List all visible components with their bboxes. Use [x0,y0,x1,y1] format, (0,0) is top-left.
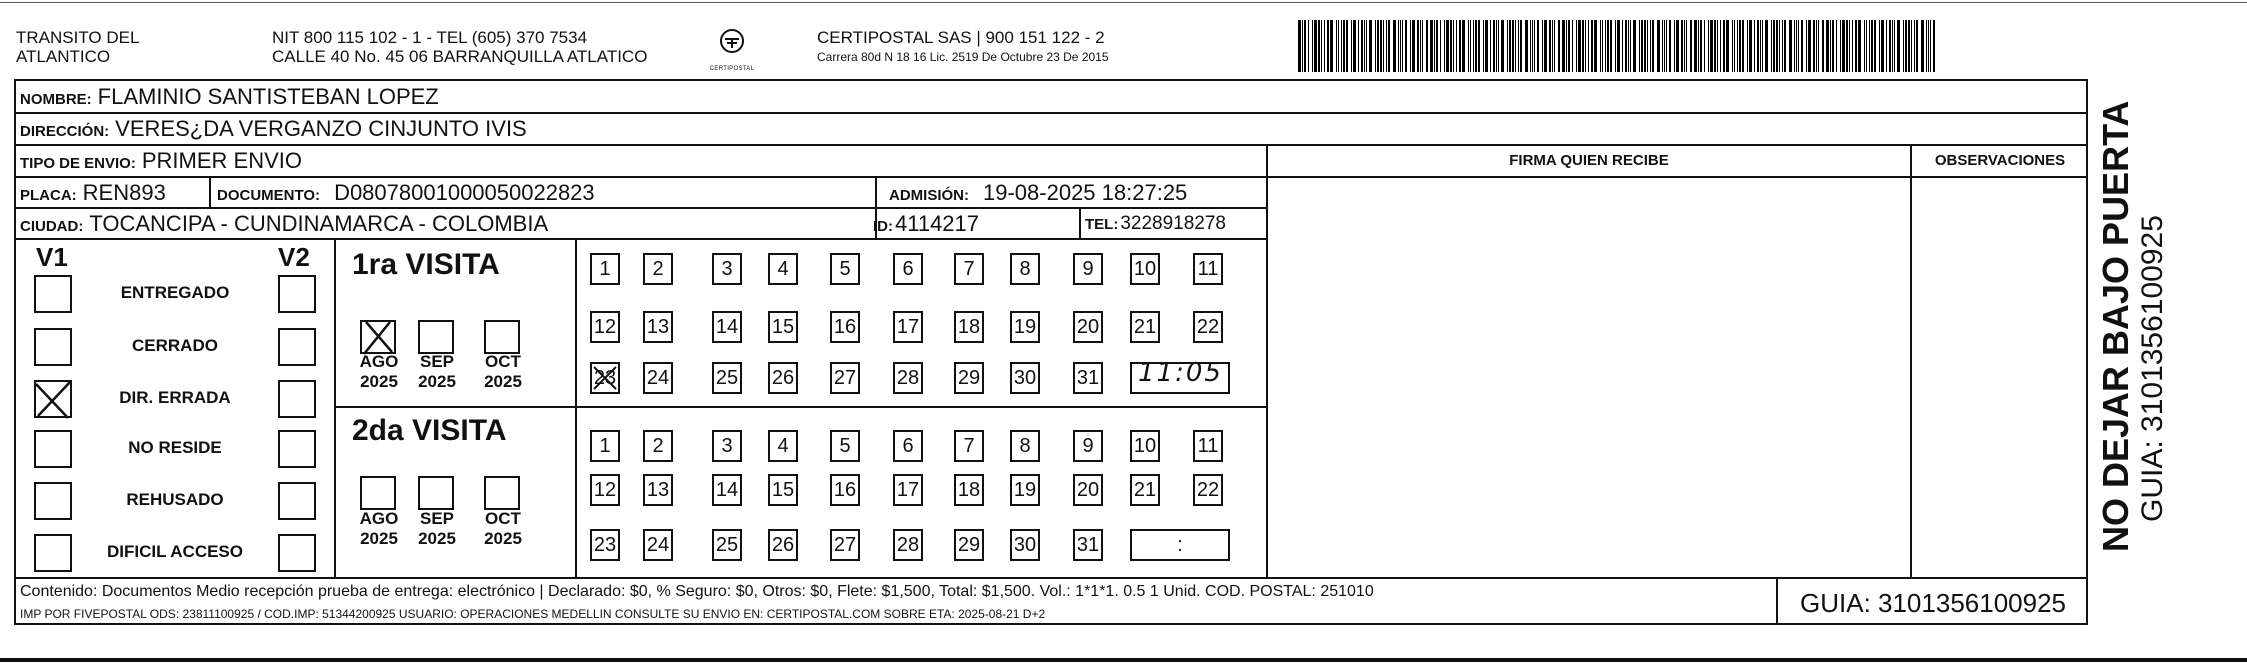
direccion-label: DIRECCIÓN: [20,123,110,140]
day-box[interactable]: 8 [1010,253,1040,285]
no-dejar-warning: NO DEJAR BAJO PUERTA [2095,100,2136,552]
status-label: DIFICIL ACCESO [106,542,243,561]
row-line-3 [14,176,2088,178]
day-box[interactable]: 16 [830,311,860,343]
month-label [354,352,404,392]
day-box[interactable]: 26 [768,362,798,394]
day-box[interactable]: 7 [954,430,984,462]
tipo-envio-label: TIPO DE ENVIO: [20,155,136,172]
month-year: 2025 [484,372,522,391]
tel-value: 3228918278 [1120,213,1226,234]
month-label [412,352,462,392]
admision-value: 19-08-2025 18:27:25 [983,180,1188,205]
ciudad-label: CIUDAD: [20,218,84,235]
tel-cell [1085,213,1226,235]
footer-guia-box: GUIA: 3101356100925 [1800,588,2066,618]
month-checkbox[interactable] [360,476,396,510]
month-name: OCT [485,352,521,371]
side-text [2096,0,2176,552]
row-line-2 [14,144,2088,146]
day-box[interactable]: 12 [590,474,620,506]
month-year: 2025 [418,372,456,391]
day-box[interactable]: 5 [830,430,860,462]
day-box[interactable]: 18 [954,474,984,506]
day-box[interactable]: 7 [954,253,984,285]
day-box[interactable]: 29 [954,362,984,394]
month-name: AGO [359,509,399,528]
side-guia: GUIA: 3101356100925 [2136,215,2169,522]
month-checkbox[interactable] [484,320,520,354]
address-line: CALLE 40 No. 45 06 BARRANQUILLA ATLATICO [272,47,648,66]
day-box[interactable]: 30 [1010,362,1040,394]
direccion-value: VERES¿DA VERGANZO CINJUNTO IVIS [115,116,527,141]
day-box[interactable]: 13 [643,474,673,506]
v1-checkbox[interactable] [34,328,72,366]
day-box[interactable]: 20 [1073,474,1103,506]
v2-checkbox[interactable] [278,430,316,468]
day-box[interactable]: 11 [1193,253,1223,285]
footer-imp-line: IMP POR FIVEPOSTAL ODS: 23811100925 / COD.IMP: 51344200925 USUARIO: OPERACIONES MEDELLIN CONSULTE SU ENVIO EN: CERTIPOSTAL.COM SOBRE ETA: 2025-08-21 D+2 [20,607,1046,621]
courier-info [817,28,1109,64]
time-box[interactable]: : [1130,529,1230,561]
day-box[interactable]: 15 [768,311,798,343]
day-box[interactable]: 29 [954,529,984,561]
month-label [354,509,404,549]
day-box[interactable]: 28 [893,362,923,394]
placa-cell [20,180,166,206]
status-label: DIR. ERRADA [119,388,231,407]
month-year: 2025 [360,529,398,548]
ciudad-cell [20,211,548,237]
day-box[interactable]: 8 [1010,430,1040,462]
day-box[interactable]: 15 [768,474,798,506]
day-box[interactable]: 24 [643,362,673,394]
id-tel-divider [1079,207,1081,239]
day-box[interactable]: 1 [590,430,620,462]
day-box[interactable]: 25 [712,362,742,394]
certipostal-logo [708,27,756,72]
day-box[interactable]: 23 [590,362,620,394]
status-label: ENTREGADO [120,283,230,302]
day-box[interactable]: 19 [1010,474,1040,506]
day-box[interactable]: 4 [768,253,798,285]
day-box[interactable]: 3 [712,430,742,462]
v2-checkbox[interactable] [278,534,316,572]
month-label [478,509,528,549]
day-box[interactable]: 21 [1130,474,1160,506]
certipostal-logo-icon [708,27,756,67]
day-box[interactable]: 4 [768,430,798,462]
tipo-envio-value: PRIMER ENVIO [141,148,302,173]
bottom-edge-line [0,658,2247,662]
month-checkbox[interactable] [418,476,454,510]
day-box[interactable]: 17 [893,474,923,506]
day-box[interactable]: 2 [643,430,673,462]
nombre-label: NOMBRE: [20,91,92,108]
courier-line2: Carrera 80d N 18 16 Lic. 2519 De Octubre 23 De 2015 [817,50,1109,64]
day-box[interactable]: 5 [830,253,860,285]
day-box[interactable]: 28 [893,529,923,561]
direccion-row [20,116,527,142]
id-cell [873,211,979,237]
org-name-line2: ATLANTICO [16,47,111,66]
day-box[interactable]: 3 [712,253,742,285]
day-box[interactable]: 10 [1130,253,1160,285]
month-label [412,509,462,549]
documento-cell [217,180,595,206]
month-label [478,352,528,392]
checkmark-x-icon [358,316,398,356]
status-label: REHUSADO [126,490,224,509]
day-box[interactable]: 10 [1130,430,1160,462]
day-box[interactable]: 25 [712,529,742,561]
row-line-1 [14,112,2088,114]
admision-label: ADMISIÓN: [889,187,969,204]
observaciones-header: OBSERVACIONES [1934,152,2066,169]
day-box[interactable]: 12 [590,311,620,343]
month-checkbox[interactable] [484,476,520,510]
day-box[interactable]: 9 [1073,430,1103,462]
status-label: NO RESIDE [128,438,222,457]
barcode [1298,20,1938,72]
day-box[interactable]: 22 [1193,311,1223,343]
month-name: AGO [359,352,399,371]
day-box[interactable]: 2 [643,253,673,285]
day-box[interactable]: 1 [590,253,620,285]
org-name [16,28,139,66]
day-box[interactable]: 13 [643,311,673,343]
month-days-divider [575,238,577,578]
footer-content-line: Contenido: Documentos Medio recepción prueba de entrega: electrónico | Declarado: $0, % Seguro: $0, Otros: $0, Flete: $1,500, Total: $1,500. Vol.: 1*1*1. 0.5 1 Unid. COD. POSTAL: 251010 [20,583,1374,600]
documento-value: D08078001000050022823 [334,180,595,205]
courier-line1: CERTIPOSTAL SAS | 900 151 122 - 2 [817,28,1105,47]
status-label: CERRADO [132,336,218,355]
day-box[interactable]: 27 [830,362,860,394]
day-box[interactable]: 30 [1010,529,1040,561]
v2-label: V2 [278,242,310,272]
ciudad-value: TOCANCIPA - CUNDINAMARCA - COLOMBIA [89,211,549,236]
tipo-envio-row [20,148,302,174]
v1-label: V1 [36,242,68,272]
day-box[interactable]: 14 [712,311,742,343]
firma-header: FIRMA QUIEN RECIBE [1509,152,1669,169]
checkmark-x-icon [30,376,76,422]
day-box[interactable]: 26 [768,529,798,561]
logo-text: CERTIPOSTAL [709,66,755,72]
day-box[interactable]: 27 [830,529,860,561]
nit-line: NIT 800 115 102 - 1 - TEL (605) 370 7534 [272,28,588,47]
day-box[interactable]: 16 [830,474,860,506]
month-name: SEP [419,509,455,528]
org-name-line1: TRANSITO DEL [16,28,140,47]
month-name: SEP [419,352,455,371]
month-year: 2025 [360,372,398,391]
day-box[interactable]: 24 [643,529,673,561]
placa-label: PLACA: [20,187,77,204]
day-box[interactable]: 20 [1073,311,1103,343]
day-box[interactable]: 9 [1073,253,1103,285]
day-box[interactable]: 6 [893,430,923,462]
day-box[interactable]: 31 [1073,529,1103,561]
second-visit-title: 2da VISITA [352,414,507,447]
placa-doc-divider [209,176,211,208]
day-box[interactable]: 14 [712,474,742,506]
day-box[interactable]: 11 [1193,430,1223,462]
month-checkbox[interactable] [418,320,454,354]
v2-checkbox[interactable] [278,328,316,366]
documento-label: DOCUMENTO: [217,187,321,204]
first-visit-title: 1ra VISITA [352,248,500,281]
obs-left-line [1910,144,1912,578]
placa-value: REN893 [82,180,166,205]
month-year: 2025 [484,529,522,548]
org-contact [272,28,647,66]
v2-checkbox[interactable] [278,380,316,418]
firma-left-line [1266,144,1268,578]
tel-label: TEL: [1085,216,1119,233]
day-box[interactable]: 22 [1193,474,1223,506]
nombre-value: FLAMINIO SANTISTEBAN LOPEZ [97,84,439,109]
day-box[interactable]: 6 [893,253,923,285]
handwritten-time: 11:05 [1138,358,1223,388]
nombre-row [20,84,439,110]
day-box[interactable]: 19 [1010,311,1040,343]
day-box[interactable]: 31 [1073,362,1103,394]
checkmark-x-icon [588,361,622,395]
top-edge-line [0,2,2247,3]
admision-cell [889,180,1187,206]
v2-checkbox[interactable] [278,482,316,520]
month-name: OCT [485,509,521,528]
v1-checkbox[interactable] [34,430,72,468]
v2-checkbox[interactable] [278,275,316,313]
status-visit-divider [334,238,336,578]
day-box[interactable]: 18 [954,311,984,343]
v1-checkbox[interactable] [34,534,72,572]
month-year: 2025 [418,529,456,548]
id-label: ID: [873,218,893,235]
day-box[interactable]: 23 [590,529,620,561]
id-value: 4114217 [895,211,980,236]
day-box[interactable]: 21 [1130,311,1160,343]
v1-checkbox[interactable] [34,275,72,313]
v1-checkbox[interactable] [34,482,72,520]
visit-separator-line [334,406,1267,408]
day-box[interactable]: 17 [893,311,923,343]
